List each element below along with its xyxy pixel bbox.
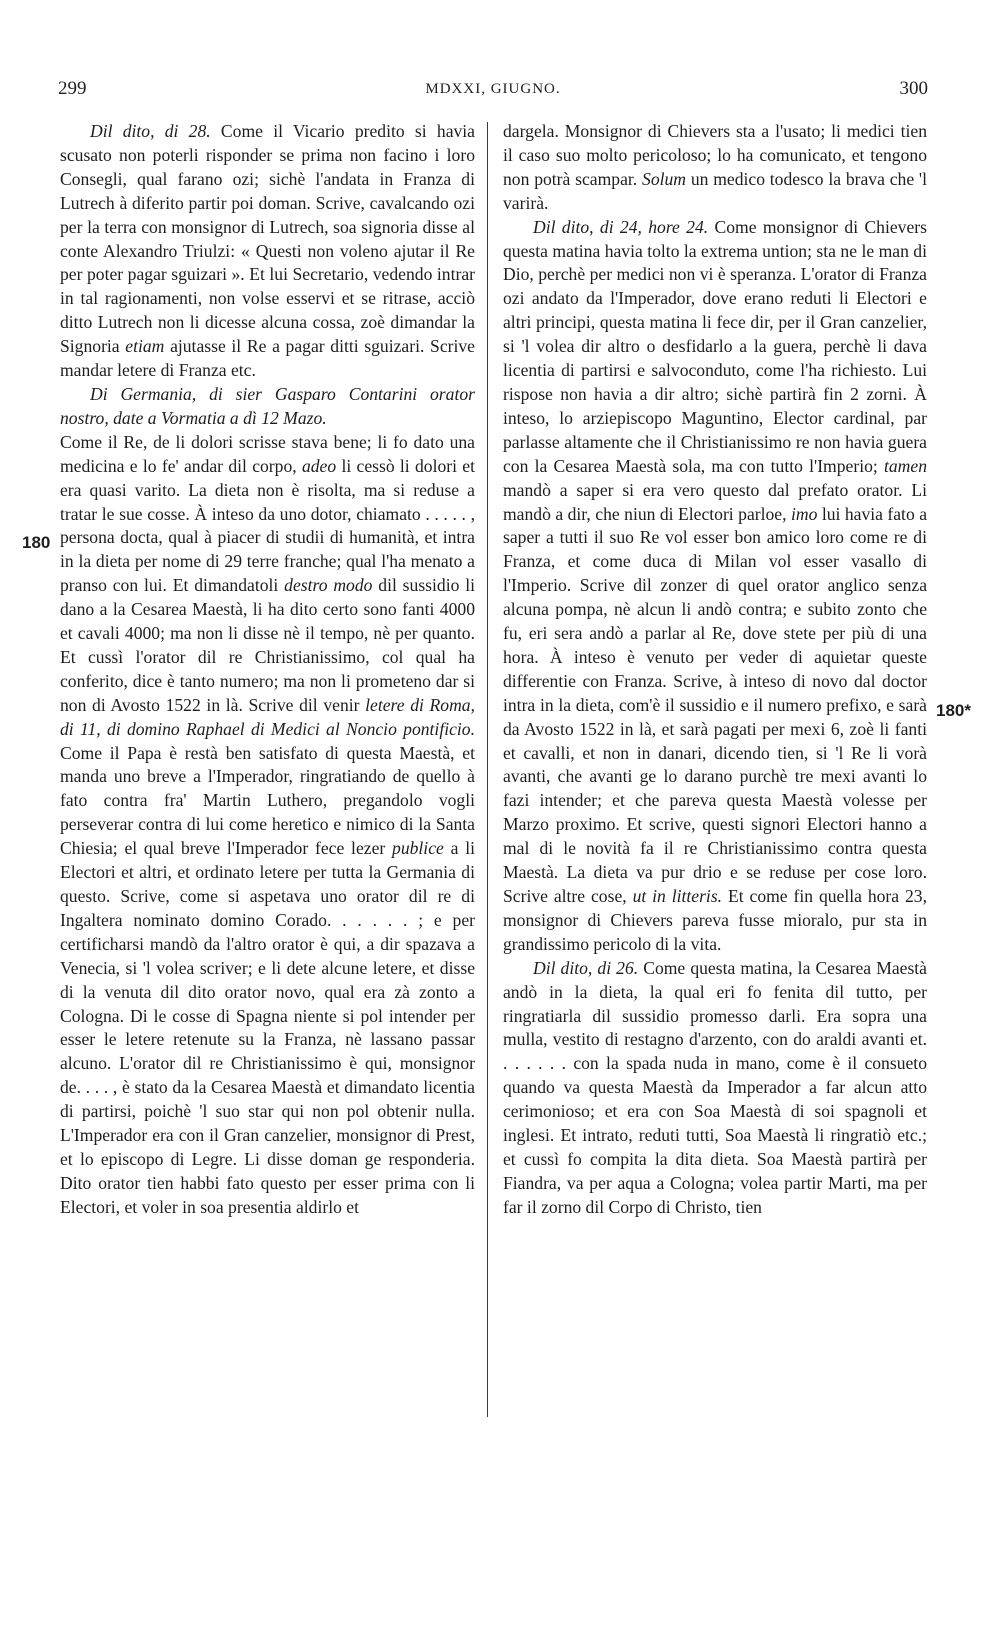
margin-number-left: 180 (22, 533, 51, 552)
left-column (60, 120, 475, 1220)
paragraph (60, 383, 475, 431)
margin-number-right: 180* (936, 701, 971, 720)
paragraph: Dil dito, di 28. Come il Vicario predito si havia scusato non poterli risponder se prima non facino i loro Consegli, qual farano ozi; sichè l'andata in Franza di Lutrech à diferito partir poi doman. Scrive, cavalcando ozi per la terra con monsignor di Lutrech, soa signoria disse al conte Alexandro Triulzi: « Questi non voleno ajutar il Re per poter pagar sguizari ». Et lui Secretario, vedendo intrar in tal ragionamenti, non volse esservi et se ritrase, acciò ditto Lutrech non li dicesse alcuna cossa, zoè dimandar la Signoria etiam ajutasse il Re a pagar ditti sguizari. Scrive mandar letere di Franza etc. (60, 121, 475, 381)
paragraph: dargela. Monsignor di Chievers sta a l'usato; li medici tien il caso suo molto pericoloso; lo ha comunicato, et tengono non potrà scampar. Solum un medico todesco la brava che 'l varirà. (503, 121, 927, 213)
page-number-left: 299 (58, 78, 87, 99)
paragraph: Come il Re, de li dolori scrisse stava bene; li fo dato una medicina e lo fe' andar dil corpo, adeo li cessò li dolori et era quasi varito. La dieta non è risolta, ma si reduse a tratar le sue cosse. À inteso da uno dotor, chiamato . . . . . , persona docta, qual à piacer di studii di humanità, et intra in la dieta per nome di 29 terre franche; qual l'ha menato a pranso con lui. Et dimandatoli destro modo dil sussidio li dano a la Cesarea Maestà, li ha dito certo sono fanti 4000 et cavali 4000; ma non li disse nè il tempo, nè per quanto. Et cussì l'orator dil re Christianissimo, col qual ha conferito, dice è tanto numero; ma non li prometeno dar si non di Avosto 1522 in là. Scrive dil venir letere di Roma, di 11, di domino Raphael di Medici al Noncio pontificio. Come il Papa è restà ben satisfato di questa Maestà, et manda uno breve a l'Imperador, ringratiando de quello à fato contra fra' Martin Luthero, pregandolo vogli perseverar contra di lui come heretico e nimico di la Santa Chiesia; el qual breve l'Imperador fece lezer publice a li Electori et altri, et ordinato letere per tutta la Germania di questo. Scrive, come si aspetava uno orator dil re di Ingaltera nominato domino Corado. . . . . . ; e per certificharsi mandò da l'altro orator è qui, a dir spazava a Venecia, si 'l volea scriver; e li dete alcune letere, et disse di la venuta dil dito orator novo, qual era zà zonto a Cologna. Di le cosse di Spagna niente si pol intender per esser le letere retenute su la Franza, nè lassano passar alcuno. L'orator dil re Christianissimo è qui, monsignor de. . . . , è stato da la Cesarea Maestà et dimandato licentia di partirsi, poichè 'l suo star qui non pol obtenir nulla. L'Imperador era con il Gran canzelier, monsignor di Prest, et lo episcopo di Legre. Li disse doman ge responderia. Dito orator tien habbi fato questo per esser prima con li Electori, et voler in soa presentia aldirlo et (60, 431, 475, 1217)
entry-heading: Dil dito, di 24, hore 24. (533, 216, 709, 237)
page-header (58, 78, 928, 108)
right-column (503, 120, 927, 1220)
running-title: MDXXI, GIUGNO. (425, 81, 561, 97)
entry-heading: Di Germania, di sier Gasparo Contarini orator nostro, date a Vormatia a dì 12 Mazo. (60, 383, 475, 428)
page-number-right: 300 (899, 78, 928, 99)
paragraph: Dil dito, di 26. Come questa matina, la Cesarea Maestà andò in la dieta, la qual eri fo fenita dil tutto, per ringratiarla dil sussidio promesso darli. Era sopra una mulla, vestito di restagno d'arzento, con do araldi avanti et. . . . . . . con la spada nuda in mano, come è il consueto quando va questa Maestà da Imperador a far alcun atto cerimonioso; et era con Soa Maestà di soi spagnoli et inglesi. Et intrato, reduti tutti, Soa Maestà li ringratiò etc.; et cussì fo compita la dita dieta. Soa Maestà partirà per Fiandra, va per aqua a Cologna; volea partir Marti, ma per far il zorno dil Corpo di Christo, tien (503, 957, 927, 1217)
column-divider (487, 122, 488, 1417)
entry-heading: Dil dito, di 28. (90, 121, 211, 141)
paragraph: Dil dito, di 24, hore 24. Come monsignor di Chievers questa matina havia tolto la extrema untion; sta ne le man di Dio, perchè per medici non vi è speranza. L'orator di Franza ozi andato da l'Imperador, dove erano reduti li Electori e altri principi, questa matina li fece dir, per il Gran canzelier, si 'l volea dir altro o desfidarlo a la guera, perchè li dava licentia di partirsi e salvoconduto, come l'ha richiesto. Lui rispose non havia a dir altro; sichè partirà fin 2 zorni. À inteso, lo arziepiscopo Maguntino, Elector cardinal, par parlasse altamente che il Christianissimo re non havia guera con la Cesarea Maestà sola, ma con tutto l'Imperio; tamen mandò a saper si era vero questo dal prefato orator. Li mandò a dir, che niun di Electori parloe, imo lui havia fato a saper a tutti il suo Re vol esser bon amico loro come re di Franza, et come duca di Milan vol esser vasallo di l'Imperio. Scrive dil zonzer di quel orator anglico senza alcuna pompa, nè alcun li andò contra; e subito zonto che fu, eri sera andò a parlar al Re, dove stete per più di una hora. À inteso è venuto per veder di aquietar queste differentie con Franza. Scrive, à inteso di novo dal doctor intra in la dieta, com'è il sussidio e il numero prefixo, e sarà da Avosto 1522 in là, et sarà pagati per mexi 6, zoè li fanti et cavalli, et non in danari, dicendo tien, si 'l Re li vorà avanti, che avanti ge lo darano purchè tre mexi avanti lo fazi intender; et che pareva questa Maestà volesse per Marzo proximo. Et scrive, questi signori Electori hanno a mal di le novità fa il re Christianissimo contra questa Maestà. La dieta va pur drio e se reduse per cose loro. Scrive altre cose, ut in litteris. Et come fin quella hora 23, monsignor di Chievers pareva fusse mioralo, pur sta in grandissimo pericolo di la vita. (503, 216, 927, 954)
entry-heading: Dil dito, di 26. (533, 957, 639, 978)
